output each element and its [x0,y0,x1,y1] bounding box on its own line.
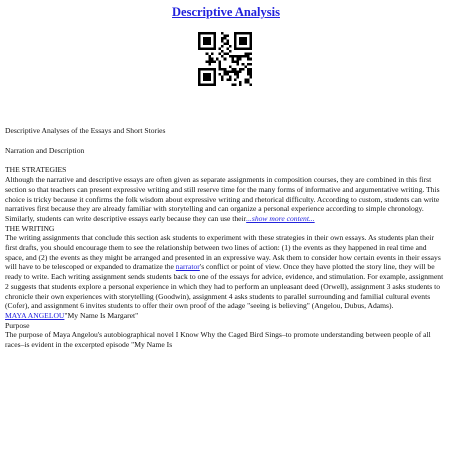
paragraph-writing-text-a: The writing assignments that conclude this section ask students to experiment with these strategies in their own essays. As students plan their first drafts, you should encourage them to see the relationship between two lines of action: (1) the events as they happened in real time and space, and (2) the events as they might be arranged and presented in an expressive way. Ask them to consider how certain events in their essays will have to be telescoped or expanded to dramatize the [5,233,441,272]
paragraph-strategies-text: Although the narrative and descriptive essays are often given as separate assignments in composition courses, they are combined in this first section so that teachers can present expressive writing and still reserve time for the many forms of informative and argumentative writing. This choice is tricky because it confirms the folk wisdom about expressive writing and rhetorical difficulty. According to custom, students can write narratives first because they are already familiar with storytelling and can organize a personal experience according to simple chronology. Similarly, students can write descriptive essays early because they can use their [5,175,440,223]
show-more-link[interactable]: ...show more content... [246,213,315,223]
narrator-link[interactable]: narrator [175,262,200,272]
paragraph-writing-text-b: 's conflict or point of view. Once they have plotted the story line, they will be ready to write. Each writing assignment sends students back to one of the essays for advice, evidence, and stimulation. For example, assignment 2 suggests that students explore a personal experience in which they had to perform an unpleasant deed (Orwell), assignment 3 asks students to chronicle their own experiences with storytelling (Goodwin), assignment 4 asks students to parallel surrounding and familial cultural events (Cofer), and assignment 6 invites students to offer their own proof of the adage "seeing is believing" (Angelou, Dubus, Adams). [5,262,444,311]
doc-subtitle: Descriptive Analyses of the Essays and Short Stories [5,126,166,135]
paragraph-strategies [5,175,445,224]
essay-title-line [5,311,445,321]
section-title: Narration and Description [5,145,85,155]
page-title[interactable]: Descriptive Analysis [172,5,280,19]
heading-writing: THE WRITING [5,223,55,233]
document-body [5,126,445,350]
essay-title: "My Name Is Margaret" [64,310,139,320]
paragraph-writing [5,233,445,311]
purpose-paragraph: The purpose of Maya Angelou's autobiographical novel I Know Why the Caged Bird Sings–to promote understanding between people of all races–is evident in the excerpted episode "My Name Is [5,330,431,350]
purpose-heading: Purpose [5,320,30,330]
qr-code-icon [198,32,252,86]
author-link[interactable]: MAYA ANGELOU [5,310,65,320]
heading-strategies: THE STRATEGIES [5,165,67,175]
